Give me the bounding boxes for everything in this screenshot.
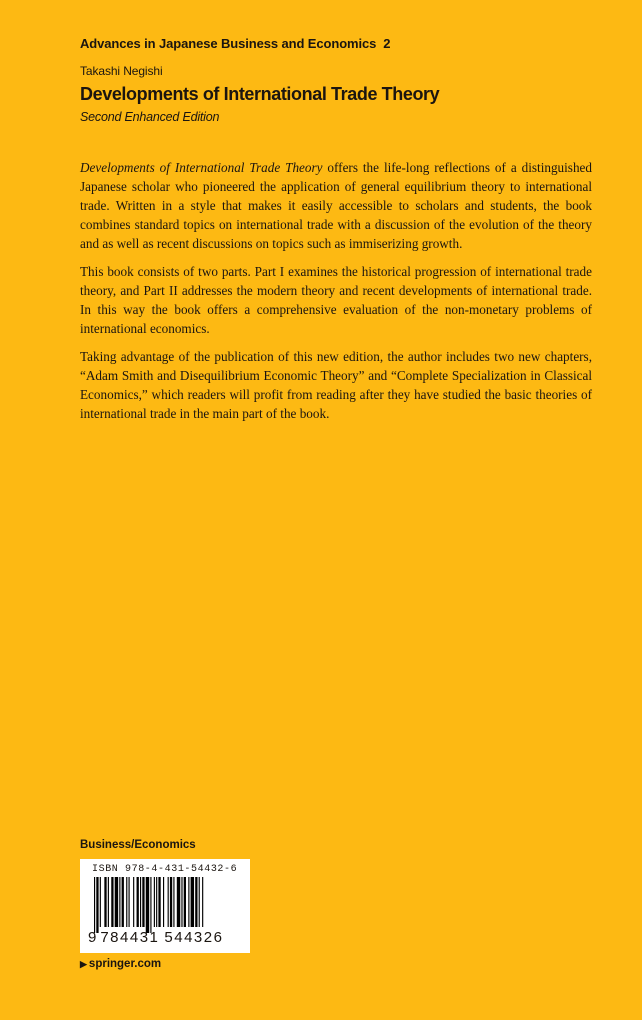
barcode-bar	[191, 877, 194, 927]
barcode-bar	[142, 877, 144, 927]
series-number: 2	[383, 36, 391, 51]
barcode-bar	[154, 877, 155, 927]
barcode-bar	[181, 877, 182, 927]
ean-first-digit: 9	[88, 929, 97, 946]
barcode-bar	[94, 877, 95, 933]
book-title: Developments of International Trade Theory	[80, 84, 440, 104]
barcode-bar	[126, 877, 127, 927]
publisher-url: springer.com	[88, 958, 162, 970]
barcode-bar	[108, 877, 109, 927]
barcode-bar	[119, 877, 120, 927]
barcode-bar	[170, 877, 172, 927]
arrow-right-icon: ▶	[80, 959, 87, 969]
barcode-bar	[163, 877, 164, 927]
barcode-bar	[150, 877, 151, 933]
ean-group-1: 784431	[100, 929, 160, 946]
book-blurb	[80, 158, 592, 432]
blurb-paragraph-3: Taking advantage of the publication of this new edition, the author includes two new chapters, “Adam Smith and Disequilibrium Economic Theory” and “Complete Specialization in Classical Economics,” which readers will profit from reading after they have studied the basic theories of international trade in the main part of the book.	[80, 349, 592, 421]
blurb-title-italic: Developments of International Trade Theory	[80, 160, 323, 175]
barcode-bar	[195, 877, 197, 927]
barcode-bar	[168, 877, 169, 927]
barcode-bar	[158, 877, 160, 927]
barcode-bar	[184, 877, 186, 927]
barcode-bar	[115, 877, 118, 927]
blurb-paragraph-2: This book consists of two parts. Part I examines the historical progression of international trade theory, and Part II addresses the modern theory and recent developments of international trade. In this way the book offers a comprehensive evaluation of the non-monetary problems of international economics.	[80, 264, 592, 336]
barcode-bar	[199, 877, 200, 927]
barcode-bar	[133, 877, 134, 927]
series-name: Advances in Japanese Business and Economics	[80, 36, 377, 51]
barcode-bar	[202, 877, 203, 927]
barcode-bar	[96, 877, 98, 933]
barcode-bar	[100, 877, 101, 927]
barcode-bar	[188, 877, 189, 927]
isbn-label: ISBN 978-4-431-54432-6	[92, 864, 238, 875]
publisher-link[interactable]	[80, 958, 161, 970]
barcode-bar	[177, 877, 180, 927]
barcode-bar	[137, 877, 139, 927]
edition-label: Second Enhanced Edition	[80, 110, 220, 124]
blurb-paragraph-1	[80, 158, 592, 253]
ean-group-2: 544326	[164, 929, 224, 946]
barcode-bar	[111, 877, 113, 927]
ean-digits	[88, 929, 223, 946]
series-title	[80, 36, 390, 51]
barcode-bar	[129, 877, 130, 927]
subject-category: Business/Economics	[80, 839, 196, 851]
isbn-barcode	[80, 859, 250, 953]
barcode-bar	[122, 877, 124, 927]
barcode-bar	[140, 877, 141, 927]
author-name: Takashi Negishi	[80, 64, 163, 78]
barcode-bar	[146, 877, 149, 933]
blurb-p1-text: offers the life-long reflections of a distinguished Japanese scholar who pioneered the application of general equilibrium theory to international trade. Written in a style that makes it easily accessible to scholars and students, the book combines standard topics on international trade with a discussion of the evolution of the theory and as well as recent discussions on topics such as immiserizing growth.	[80, 160, 592, 251]
barcode-bar	[156, 877, 157, 927]
barcode-bar	[173, 877, 174, 927]
barcode-bar	[104, 877, 106, 927]
